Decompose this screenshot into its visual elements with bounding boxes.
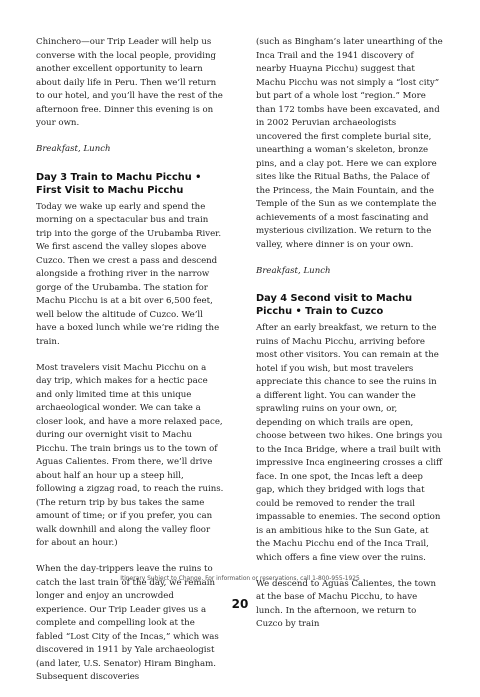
- body-paragraph: Most travelers visit Machu Picchu on a day trip, which makes for a hectic pace and only limited time at this unique archaeological wonder. We can take a closer look, and have a more relaxed pace, during our overnight visit to Machu Picchu. The train brings us to the town of Aguas Calientes. From there, we’ll drive about half an hour up a steep hill, following a zigzag road, to reach the ruins. (The return trip by bus takes the same amount of time; or if you prefer, you can walk downhill and along the valley floor for about an hour.): [36, 362, 224, 548]
- body-paragraph: We descend to Aguas Calientes, the town at the base of Machu Picchu, to have lunch. In the afternoon, we return to Cuzco by train: [256, 578, 437, 629]
- body-paragraph: Chinchero—our Trip Leader will help us converse with the local people, providing another excellent opportunity to learn about daily life in Peru. Then we’ll return to our hotel, and you’ll have the rest of the afternoon free. Dinner this evening is on your own.: [36, 37, 223, 128]
- meals-included: Breakfast, Lunch: [36, 144, 111, 154]
- page-number: 20: [231, 597, 249, 611]
- body-paragraph: (such as Bingham’s later unearthing of the Inca Trail and the 1941 discovery of nearby Huayna Picchu) suggest that Machu Picchu was not simply a “lost city” but part of a whole lost “region.” More than 172 tombs have been excavated, and in 2002 Peruvian archaeologists uncovered the first complete burial site, unearthing a woman’s skeleton, bronze pins, and a clay pot. Here we can explore sites like the Ritual Baths, the Palace of the Princess, the Main Fountain, and the Temple of the Sun as we contemplate the achievements of a most fascinating and mysterious civilization. We return to the valley, where dinner is on your own.: [256, 37, 443, 250]
- footer-note: Itinerary Subject to Change. For information or reservations, call 1-800-955-1925: [120, 576, 360, 582]
- body-paragraph: After an early breakfast, we return to the ruins of Machu Picchu, arriving before most other visitors. You can remain at the hotel if you wish, but most travelers appreciate this chance to see the ruins in a different light. You can wander the sprawling ruins on your own, or, depending on which trails are open, choose between two hikes. One brings you to the Inca Bridge, where a trail built with impressive Inca engineering crosses a cliff face. In one spot, the Incas left a deep gap, which they bridged with logs that could be removed to render the trail impassable to enemies. The second option is an ambitious hike to the Sun Gate, at the Machu Picchu end of the Inca Trail, which offers a fine view over the ruins.: [256, 323, 443, 563]
- day-4-heading: Day 4 Second visit to Machu Picchu • Train to Cuzco: [256, 293, 413, 317]
- body-paragraph: When the day-trippers leave the ruins to catch the last train of the day, we remain longer and enjoy an uncrowded experience. Our Trip Leader gives us a complete and compelling look at the fabled “Lost City of the Incas,” which was discovered in 1911 by Yale archaeologist (and later, U.S. Senator) Hiram Bingham. Subsequent discoveries: [36, 564, 219, 682]
- body-paragraph: Today we wake up early and spend the morning on a spectacular bus and train trip into the gorge of the Urubamba River. We first ascend the valley slopes above Cuzco. Then we crest a pass and descend alongside a frothing river in the narrow gorge of the Urubamba. The station for Machu Picchu is at a bit over 6,500 feet, well below the altitude of Cuzco. We’ll have a boxed lunch while we’re riding the train.: [36, 201, 222, 347]
- day-3-heading: Day 3 Train to Machu Picchu • First Visit to Machu Picchu: [36, 171, 202, 196]
- right-column: [256, 36, 444, 644]
- meals-included: Breakfast, Lunch: [256, 265, 331, 276]
